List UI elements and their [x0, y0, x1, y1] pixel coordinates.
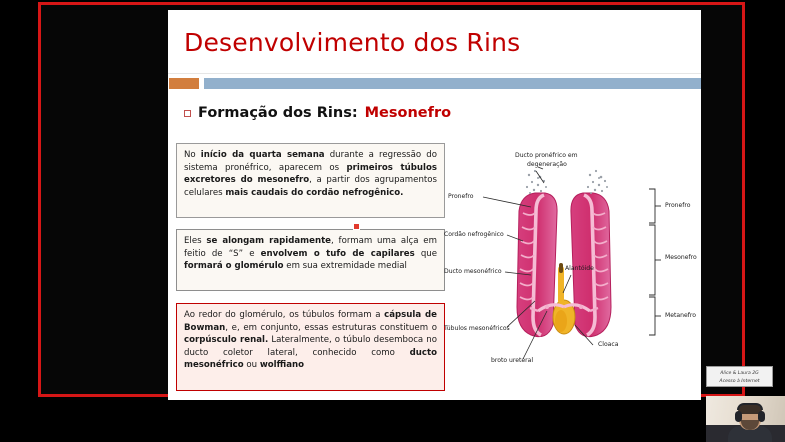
figure-label: degeneração — [527, 161, 567, 168]
figure-labels-right — [665, 202, 697, 319]
credit-stamp — [706, 366, 773, 387]
annotation-marker-icon — [353, 223, 360, 230]
left-mesonephric-ridge — [517, 193, 557, 337]
textbox-first-tubules: No início da quarta semana durante a regressão do sistema pronéfrico, aparecem os primeiros túbulos excretores do mesonefro, a partir dos agrupamentos celulares mais caudais do cordão nefrogênico. — [176, 143, 445, 218]
figure-label: Pronefro — [665, 202, 691, 209]
page-title: Desenvolvimento dos Rins — [184, 28, 521, 57]
webcam-participant-thumbnail[interactable] — [706, 396, 785, 442]
credit-line-1: Alice & Laura 2G — [720, 371, 759, 376]
recording-highlight-frame — [38, 2, 760, 397]
square-bullet-icon — [184, 110, 191, 117]
bullet-label: Formação dos Rins: — [198, 105, 358, 121]
presentation-slide — [168, 10, 760, 400]
figure-label: Pronefro — [448, 193, 474, 200]
credit-line-2: Acesso à Internet — [719, 378, 760, 384]
figure-label: broto ureteral — [491, 357, 534, 364]
figure-label: Mesonefro — [665, 254, 697, 261]
accent-block-orange — [169, 78, 199, 89]
figure-label: Ducto pronéfrico em — [515, 152, 578, 159]
title-divider — [168, 73, 701, 74]
bullet-highlight: Mesonefro — [364, 105, 452, 121]
textbox-bowman-capsule: Ao redor do glomérulo, os túbulos formam a cápsula de Bowman, e, em conjunto, essas estruturas constituem o corpúsculo renal. Lateralmente, o túbulo desemboca no ducto coletor lateral, conhecido como ducto mesonéfrico ou wolffiano — [176, 303, 445, 391]
headphone-cup-right-icon — [758, 411, 765, 422]
headphones-band-icon — [737, 403, 763, 410]
figure-label: Cordão nefrogênico — [444, 231, 504, 238]
headphone-cup-left-icon — [735, 411, 742, 422]
accent-bar-blue — [204, 78, 701, 89]
figure-label: Túbulos mesonéfricos — [444, 325, 510, 332]
region-brackets — [649, 189, 661, 335]
textbox-elongation: Eles se alongam rapidamente, formam uma alça em feitio de “S” e envolvem o tufo de capilares que formará o glomérulo em sua extremidade medial — [176, 229, 445, 291]
figure-label: Metanefro — [665, 312, 696, 319]
figure-label: Alantóide — [565, 265, 594, 272]
figure-label: Cloaca — [598, 341, 619, 348]
figure-label: Ducto mesonéfrico — [444, 268, 502, 275]
bullet-heading — [184, 105, 451, 121]
pronephric-duct-stipple — [526, 170, 608, 194]
mesonephros-diagram — [443, 135, 701, 370]
